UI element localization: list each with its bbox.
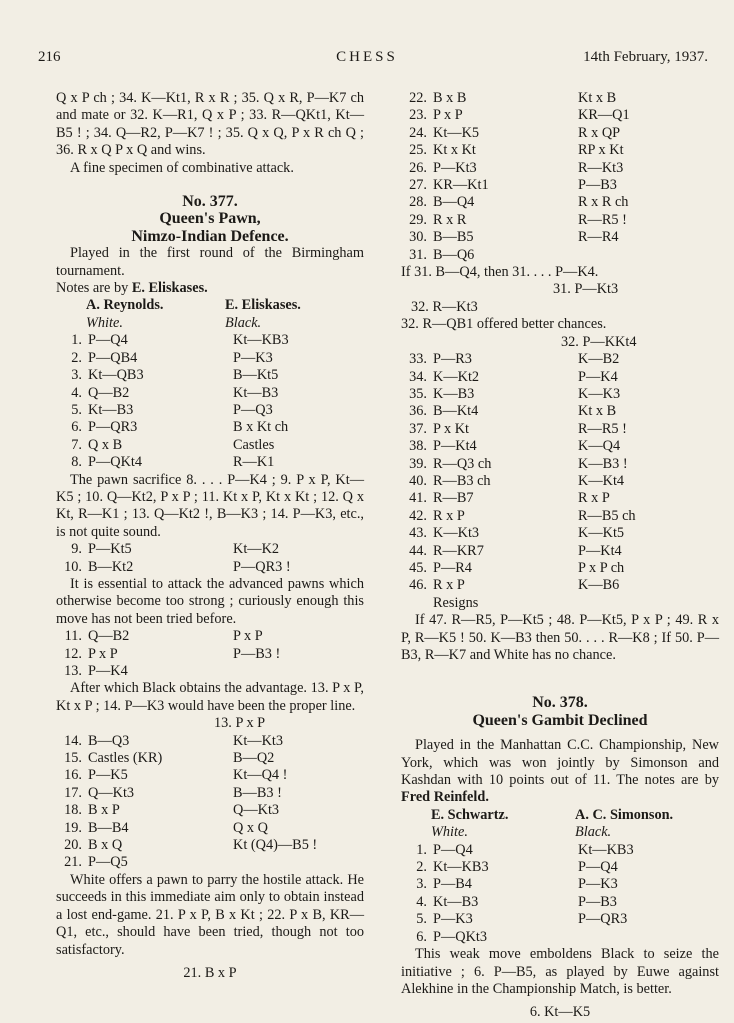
move-row — [401, 194, 719, 211]
white-move: P—K5 — [88, 767, 128, 784]
black-label: Black. — [225, 314, 262, 331]
black-move: B x Kt ch — [233, 419, 289, 436]
black-player: A. C. Simonson. — [575, 806, 674, 823]
move-row — [56, 646, 364, 663]
black-move: Kt—Q4 ! — [233, 767, 288, 784]
color-labels — [56, 315, 364, 332]
move-number: 33. — [409, 351, 427, 368]
black-move: P—QR3 — [578, 911, 628, 928]
black-move: P—QR3 ! — [233, 558, 291, 575]
black-move: RP x Kt — [578, 142, 624, 159]
move-row — [401, 473, 719, 490]
black-move: 32. P—KKt4 — [561, 333, 637, 350]
move-number: 11. — [64, 628, 82, 645]
move-row — [401, 229, 719, 246]
white-move: P—K4 — [88, 663, 128, 679]
white-move: P—Kt5 — [88, 541, 132, 558]
white-player: E. Schwartz. — [431, 806, 509, 823]
game-intro: Played in the first round of the Birmingham tournament. — [56, 245, 364, 279]
move-number: 22. — [409, 90, 427, 106]
move-number: 28. — [409, 194, 427, 211]
move-row — [56, 767, 364, 784]
white-move: Kt x Kt — [433, 142, 476, 159]
white-move: K—B3 — [433, 385, 475, 402]
black-move: P x P — [233, 628, 263, 645]
white-move: R x R — [433, 211, 467, 228]
white-move: B—Kt2 — [88, 558, 134, 575]
move-number: 2. — [416, 859, 427, 876]
black-move: Kt (Q4)—B5 ! — [233, 837, 318, 854]
opening-title: Queen's Gambit Declined — [472, 711, 648, 729]
move-row — [56, 837, 364, 854]
black-move: Kt x B — [578, 403, 617, 420]
move-number: 34. — [409, 368, 427, 385]
move-row — [401, 525, 719, 542]
black-move: Kt—Kt3 — [233, 732, 284, 749]
move-number: 42. — [409, 507, 427, 524]
move-number: 1. — [71, 332, 82, 349]
white-move: B—Q6 — [433, 246, 475, 263]
white-move: B—Q4 — [433, 194, 475, 211]
move-row — [401, 859, 719, 876]
white-move: P—QKt4 — [88, 454, 143, 471]
white-move: P—R3 — [433, 351, 472, 368]
move-number: 8. — [71, 454, 82, 471]
move-row — [401, 160, 719, 177]
move-number: 2. — [71, 349, 82, 366]
issue-date: 14th February, 1937. — [583, 49, 708, 65]
white-move: B—B4 — [88, 819, 129, 836]
move-row — [401, 577, 719, 594]
black-move: R—K1 — [233, 454, 275, 471]
black-move: K—K3 — [578, 385, 621, 402]
black-move: P—K3 — [233, 349, 273, 366]
black-move: Q—Kt3 — [233, 802, 280, 819]
black-move: K—Kt4 — [578, 472, 625, 489]
intro-conclusion: A fine specimen of combinative attack. — [70, 159, 294, 176]
move-number: 40. — [409, 472, 427, 489]
move-row — [56, 454, 364, 471]
move-row — [401, 876, 719, 893]
black-label: Black. — [575, 824, 612, 841]
white-move: P—Q4 — [433, 841, 473, 858]
white-move: Kt—KB3 — [433, 859, 489, 876]
move-list — [56, 541, 364, 576]
black-move: K—Kt5 — [578, 525, 625, 542]
move-number: 12. — [64, 645, 82, 662]
white-move: K—Kt3 — [433, 525, 480, 542]
move-row — [401, 421, 719, 438]
black-move: R—B5 ch — [578, 507, 636, 524]
move-list — [401, 90, 719, 264]
move-number: 4. — [416, 893, 427, 910]
white-move: Q—B2 — [88, 628, 130, 645]
move-number: 6. — [71, 419, 82, 436]
move-row — [56, 419, 364, 436]
white-move: B—Kt4 — [433, 403, 479, 420]
move-row — [56, 541, 364, 558]
black-move: K—B3 ! — [578, 455, 628, 472]
move-number: 5. — [416, 911, 427, 928]
move-row — [56, 402, 364, 419]
move-row — [56, 559, 364, 576]
resigns: Resigns — [433, 594, 479, 611]
opening-title: Queen's Pawn, — [159, 210, 261, 228]
black-move: Kt x B — [578, 90, 617, 106]
move-row — [56, 367, 364, 384]
black-move — [578, 929, 719, 946]
move-number: 6. — [416, 928, 427, 945]
black-move: K—B6 — [578, 577, 620, 594]
black-move: 21. B x P — [183, 964, 237, 981]
black-move: P—Kt4 — [578, 542, 622, 559]
move-row — [401, 90, 719, 107]
black-move: R—R5 ! — [578, 420, 627, 437]
white-move: 32. R—Kt3 — [411, 298, 478, 315]
right-column — [401, 90, 719, 1022]
white-move: Kt—K5 — [433, 124, 480, 141]
move-number: 29. — [409, 211, 427, 228]
move-number: 37. — [409, 420, 427, 437]
white-move: Kt—QB3 — [88, 367, 144, 384]
white-move: R—KR7 — [433, 542, 484, 559]
annotation: If 31. B—Q4, then 31. . . . P—K4. — [401, 264, 599, 281]
black-move: 31. P—Kt3 — [553, 281, 619, 298]
left-column — [56, 90, 364, 982]
move-number: 45. — [409, 559, 427, 576]
move-list — [56, 628, 364, 680]
black-move: K—Q4 — [578, 438, 621, 455]
black-move: R x P — [578, 490, 610, 507]
move-row — [401, 369, 719, 386]
black-move: R x R ch — [578, 194, 629, 211]
white-move: R—Q3 ch — [433, 455, 492, 472]
black-move — [233, 854, 364, 871]
black-move: B—B3 ! — [233, 784, 282, 801]
annotation: The pawn sacrifice 8. . . . P—K4 ; 9. P x P, Kt—K5 ; 10. Q—Kt2, P x P ; 11. Kt x P, Kt x Kt ; 12. Q x Kt, R—K1 ; 13. Q—Kt2 !, B—K3 ; 14. P—K3, etc., is not quite sound. — [56, 471, 364, 540]
move-row — [56, 385, 364, 402]
move-number: 5. — [71, 401, 82, 418]
black-move: R—Kt3 — [578, 159, 624, 176]
white-label: White. — [86, 314, 123, 331]
move-row — [56, 332, 364, 349]
white-move: R x P — [433, 507, 465, 524]
white-move: R—B7 — [433, 490, 474, 507]
black-move: B—Q2 — [233, 750, 275, 767]
white-move: Q—Kt3 — [88, 784, 135, 801]
move-row — [401, 456, 719, 473]
move-number: 23. — [409, 107, 427, 124]
white-move: Q—B2 — [88, 384, 130, 401]
white-move: R x P — [433, 577, 465, 594]
intro-text: Q x P ch ; 34. K—Kt1, R x R ; 35. Q x R, P—K7 ch and mate or 32. K—R1, Q x P ; 33. R—QKt1, Kt—B5 ! ; 34. Q—R2, P—K7 ! ; 35. Q x Q, P x R ch Q ; 36. R x Q P x Q and wins. — [56, 90, 364, 159]
move-row — [401, 438, 719, 455]
move-row — [401, 543, 719, 560]
white-move: P—Q5 — [88, 854, 128, 871]
white-move: B—Q3 — [88, 732, 130, 749]
move-row — [401, 894, 719, 911]
white-move: B x Q — [88, 837, 123, 854]
opening-subtitle: Nimzo-Indian Defence. — [131, 227, 289, 245]
black-move: P—B3 ! — [233, 645, 281, 662]
black-move: R—R5 ! — [578, 211, 627, 228]
move-row — [401, 929, 719, 946]
black-move: P—Q3 — [233, 401, 273, 418]
move-row — [56, 628, 364, 645]
move-number: 46. — [409, 577, 427, 594]
black-move: R—R4 — [578, 229, 619, 246]
white-player: A. Reynolds. — [86, 297, 164, 314]
black-move: Castles — [233, 436, 275, 453]
move-row — [56, 854, 364, 871]
move-row — [401, 842, 719, 859]
black-move: 13. P x P — [214, 715, 266, 732]
move-row — [56, 350, 364, 367]
black-move: Q x Q — [233, 819, 268, 836]
black-move: P—K4 — [578, 368, 618, 385]
notes-credit: Notes are by E. Eliskases. — [56, 280, 208, 297]
white-move: B x B — [433, 90, 467, 106]
move-row — [56, 750, 364, 767]
move-row — [56, 437, 364, 454]
move-number: 17. — [64, 784, 82, 801]
black-move: P x P ch — [578, 559, 625, 576]
black-move: P—K3 — [578, 876, 618, 893]
move-row — [401, 107, 719, 124]
black-move: KR—Q1 — [578, 107, 630, 124]
white-move: P—Kt3 — [433, 159, 477, 176]
move-row — [401, 508, 719, 525]
white-move: B x P — [88, 802, 120, 819]
move-row — [401, 177, 719, 194]
move-number: 7. — [71, 436, 82, 453]
move-number: 38. — [409, 438, 427, 455]
white-move: Castles (KR) — [88, 750, 163, 767]
white-move: B—B5 — [433, 229, 474, 246]
white-move: Q x B — [88, 436, 123, 453]
move-number: 31. — [409, 246, 427, 263]
page-number: 216 — [38, 49, 61, 65]
annotation: 32. R—QB1 offered better chances. — [401, 316, 607, 333]
move-number: 9. — [71, 541, 82, 558]
move-row — [401, 247, 719, 264]
white-move: Kt—B3 — [433, 893, 479, 910]
black-player: E. Eliskases. — [225, 297, 301, 314]
move-number: 18. — [64, 802, 82, 819]
move-number: 25. — [409, 142, 427, 159]
black-move: 6. Kt—K5 — [529, 1004, 591, 1021]
white-move: KR—Kt1 — [433, 177, 489, 194]
players-row — [401, 807, 719, 824]
color-labels — [401, 824, 719, 841]
black-move: Kt—K2 — [233, 541, 280, 558]
move-row — [401, 351, 719, 368]
white-move: P x P — [88, 645, 118, 662]
annotation: White offers a pawn to parry the hostile attack. He succeeds in this immediate aim only to obtain instead a lost end-game. 21. P x P, B x Kt ; 22. P x B, KR—Q1, etc., should have been tried, though not too satisfactory. — [56, 871, 364, 958]
move-number: 30. — [409, 229, 427, 246]
annotation: After which Black obtains the advantage. 13. P x P, Kt x P ; 14. P—K3 would have been the proper line. — [56, 680, 364, 714]
move-row — [401, 142, 719, 159]
move-number: 15. — [64, 750, 82, 767]
white-move: K—Kt2 — [433, 368, 480, 385]
move-row — [401, 403, 719, 420]
move-number: 1. — [416, 841, 427, 858]
move-list — [56, 733, 364, 872]
move-number: 35. — [409, 385, 427, 402]
players-row — [56, 297, 364, 314]
game-intro: Played in the Manhattan C.C. Championship, New York, which was won jointly by Simonson and Kashdan with 10 points out of 11. The notes are by Fred Reinfeld. — [401, 737, 719, 806]
white-move: P—K3 — [433, 911, 473, 928]
black-move: B—Kt5 — [233, 367, 279, 384]
black-move: P—B3 — [578, 893, 617, 910]
white-move: P—Q4 — [88, 332, 128, 349]
game-number: No. 378. — [532, 694, 588, 712]
black-move — [578, 247, 719, 264]
move-row — [56, 785, 364, 802]
move-number: 26. — [409, 159, 427, 176]
white-move: P—Kt4 — [433, 438, 477, 455]
move-row — [401, 386, 719, 403]
move-row — [56, 733, 364, 750]
black-move: K—B2 — [578, 351, 620, 368]
white-move: Kt—B3 — [88, 401, 134, 418]
white-move: P—B4 — [433, 876, 472, 893]
black-move: P—Q4 — [578, 859, 618, 876]
white-move: P—QB4 — [88, 349, 138, 366]
move-number: 24. — [409, 124, 427, 141]
move-row — [401, 125, 719, 142]
move-number: 10. — [64, 558, 82, 575]
move-number: 4. — [71, 384, 82, 401]
white-move: P—QR3 — [88, 419, 138, 436]
move-row — [401, 911, 719, 928]
move-list — [56, 332, 364, 471]
move-number: 43. — [409, 525, 427, 542]
move-row — [401, 490, 719, 507]
black-move: Kt—KB3 — [233, 332, 289, 349]
move-number: 41. — [409, 490, 427, 507]
move-row — [56, 663, 364, 680]
white-move: P—R4 — [433, 559, 472, 576]
move-row — [56, 820, 364, 837]
move-number: 16. — [64, 767, 82, 784]
move-number: 13. — [64, 663, 82, 679]
white-move: R—B3 ch — [433, 472, 491, 489]
move-list — [401, 351, 719, 595]
move-number: 3. — [416, 876, 427, 893]
white-move: P x P — [433, 107, 463, 124]
annotation: If 47. R—R5, P—Kt5 ; 48. P—Kt5, P x P ; 49. R x P, R—K5 ! 50. K—B3 then 50. . . . R—K8 ; If 50. P—B3, R—K7 and White has no chance. — [401, 612, 719, 663]
game-number: No. 377. — [182, 193, 238, 211]
white-move: P x Kt — [433, 420, 470, 437]
move-number: 27. — [409, 177, 427, 194]
black-move: Kt—B3 — [233, 384, 279, 401]
white-label: White. — [431, 824, 468, 841]
black-move: R x QP — [578, 124, 621, 141]
annotation: It is essential to attack the advanced pawns which otherwise become too strong ; curiously enough this move has not been tried before. — [56, 575, 364, 627]
black-move: P—B3 — [578, 177, 617, 194]
white-move: P—QKt3 — [433, 928, 488, 945]
move-number: 36. — [409, 403, 427, 420]
annotation: This weak move emboldens Black to seize the initiative ; 6. P—B5, as played by Euwe against Alekhine in the Championship Match, is better. — [401, 946, 719, 997]
move-number: 20. — [64, 837, 82, 854]
move-number: 14. — [64, 732, 82, 749]
black-move: Kt—KB3 — [578, 841, 634, 858]
move-row — [56, 802, 364, 819]
move-row — [401, 560, 719, 577]
move-number: 21. — [64, 854, 82, 871]
move-number: 19. — [64, 819, 82, 836]
move-row — [401, 212, 719, 229]
magazine-title: CHESS — [336, 49, 398, 65]
move-number: 39. — [409, 455, 427, 472]
move-list — [401, 842, 719, 946]
black-move — [233, 663, 364, 680]
move-number: 3. — [71, 367, 82, 384]
move-number: 44. — [409, 542, 427, 559]
